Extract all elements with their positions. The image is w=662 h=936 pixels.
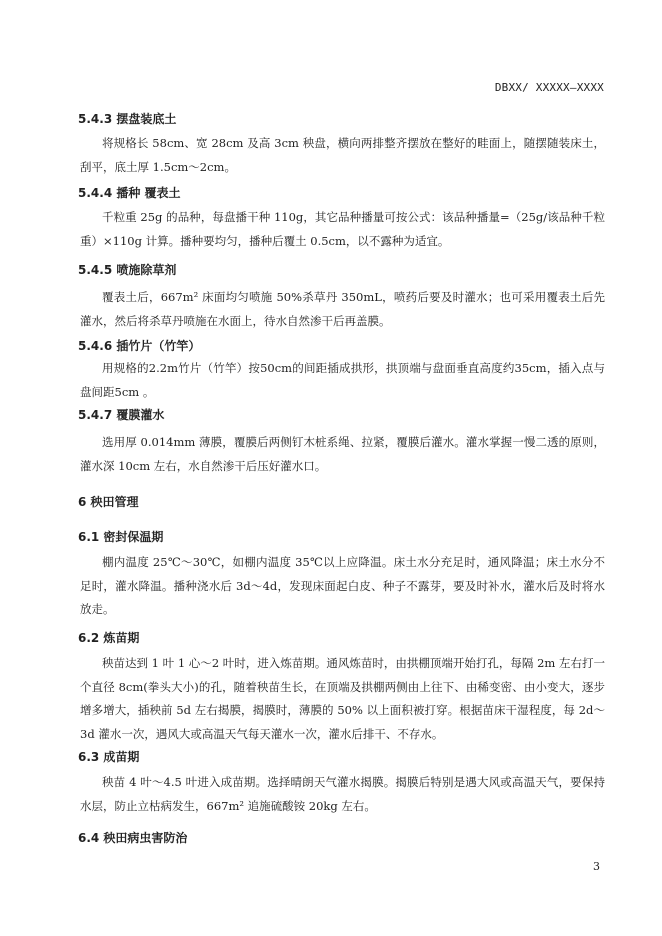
section-heading-5-4-3: 5.4.3 摆盘装底土 bbox=[78, 112, 177, 126]
paragraph-5-4-5: 覆表土后，667m² 床面均匀喷施 50%杀草丹 350mL，喷药后要及时灌水；也可采用覆表土后先灌水，然后将杀草丹喷施在水面上，待水自然渗干后再盖膜。 bbox=[80, 290, 605, 328]
section-heading-5-4-7: 5.4.7 覆膜灌水 bbox=[78, 408, 165, 422]
paragraph-6-3: 秧苗 4 叶～4.5 叶进入成苗期。选择晴朗天气灌水揭膜。揭膜后特别是遇大风或高温天气，要保持水层，防止立枯病发生，667m² 追施硫酸铵 20kg 左右。 bbox=[80, 775, 605, 813]
document-code: DBXX/ XXXXX—XXXX bbox=[494, 81, 604, 94]
section-heading-6: 6 秧田管理 bbox=[78, 495, 139, 509]
section-heading-6-1: 6.1 密封保温期 bbox=[78, 530, 164, 544]
section-heading-6-2: 6.2 炼苗期 bbox=[78, 631, 140, 645]
section-heading-6-4: 6.4 秧田病虫害防治 bbox=[78, 831, 188, 845]
section-heading-5-4-5: 5.4.5 喷施除草剂 bbox=[78, 263, 177, 277]
section-heading-5-4-4: 5.4.4 播种 覆表土 bbox=[78, 186, 181, 200]
paragraph-6-2: 秧苗达到 1 叶 1 心～2 叶时，进入炼苗期。通风炼苗时，由拱棚顶端开始打孔，每隔 2m 左右打一个直径 8cm(拳头大小)的孔，随着秧苗生长，在顶端及拱棚两侧由上往下、由稀变密、由小变大，逐步增多增大，插秧前 5d 左右揭膜，揭膜时，薄膜的 50% 以上面积被打穿。根据苗床干湿程度，每 2d～3d 灌水一次，遇风大或高温天气每天灌水一次，灌水后排干、不存水。 bbox=[80, 656, 605, 741]
section-heading-6-3: 6.3 成苗期 bbox=[78, 750, 140, 764]
paragraph-6-1: 棚内温度 25℃～30℃，如棚内温度 35℃以上应降温。床土水分充足时，通风降温；床土水分不足时，灌水降温。播种浇水后 3d～4d，发现床面起白皮、种子不露芽，要及时补水，灌水后及时将水放走。 bbox=[80, 555, 605, 616]
paragraph-5-4-7: 选用厚 0.014mm 薄膜，覆膜后两侧钉木桩系绳、拉紧，覆膜后灌水。灌水掌握一慢二透的原则，灌水深 10cm 左右，水自然渗干后压好灌水口。 bbox=[80, 435, 605, 473]
paragraph-5-4-6: 用规格的2.2m竹片（竹竿）按50cm的间距插成拱形，拱顶端与盘面垂直高度约35cm，插入点与盘间距5cm 。 bbox=[80, 361, 605, 399]
page-number: 3 bbox=[593, 860, 600, 873]
section-heading-5-4-6: 5.4.6 插竹片（竹竿） bbox=[78, 339, 201, 353]
paragraph-5-4-3: 将规格长 58cm、宽 28cm 及高 3cm 秧盘，横向两排整齐摆放在整好的畦面上，随摆随装床土，刮平，底土厚 1.5cm～2cm。 bbox=[80, 136, 605, 174]
paragraph-5-4-4: 千粒重 25g 的品种，每盘播干种 110g，其它品种播量可按公式：该品种播量=（25g/该品种千粒重）×110g 计算。播种要均匀，播种后覆土 0.5cm，以不露种为适宜。 bbox=[80, 210, 605, 248]
